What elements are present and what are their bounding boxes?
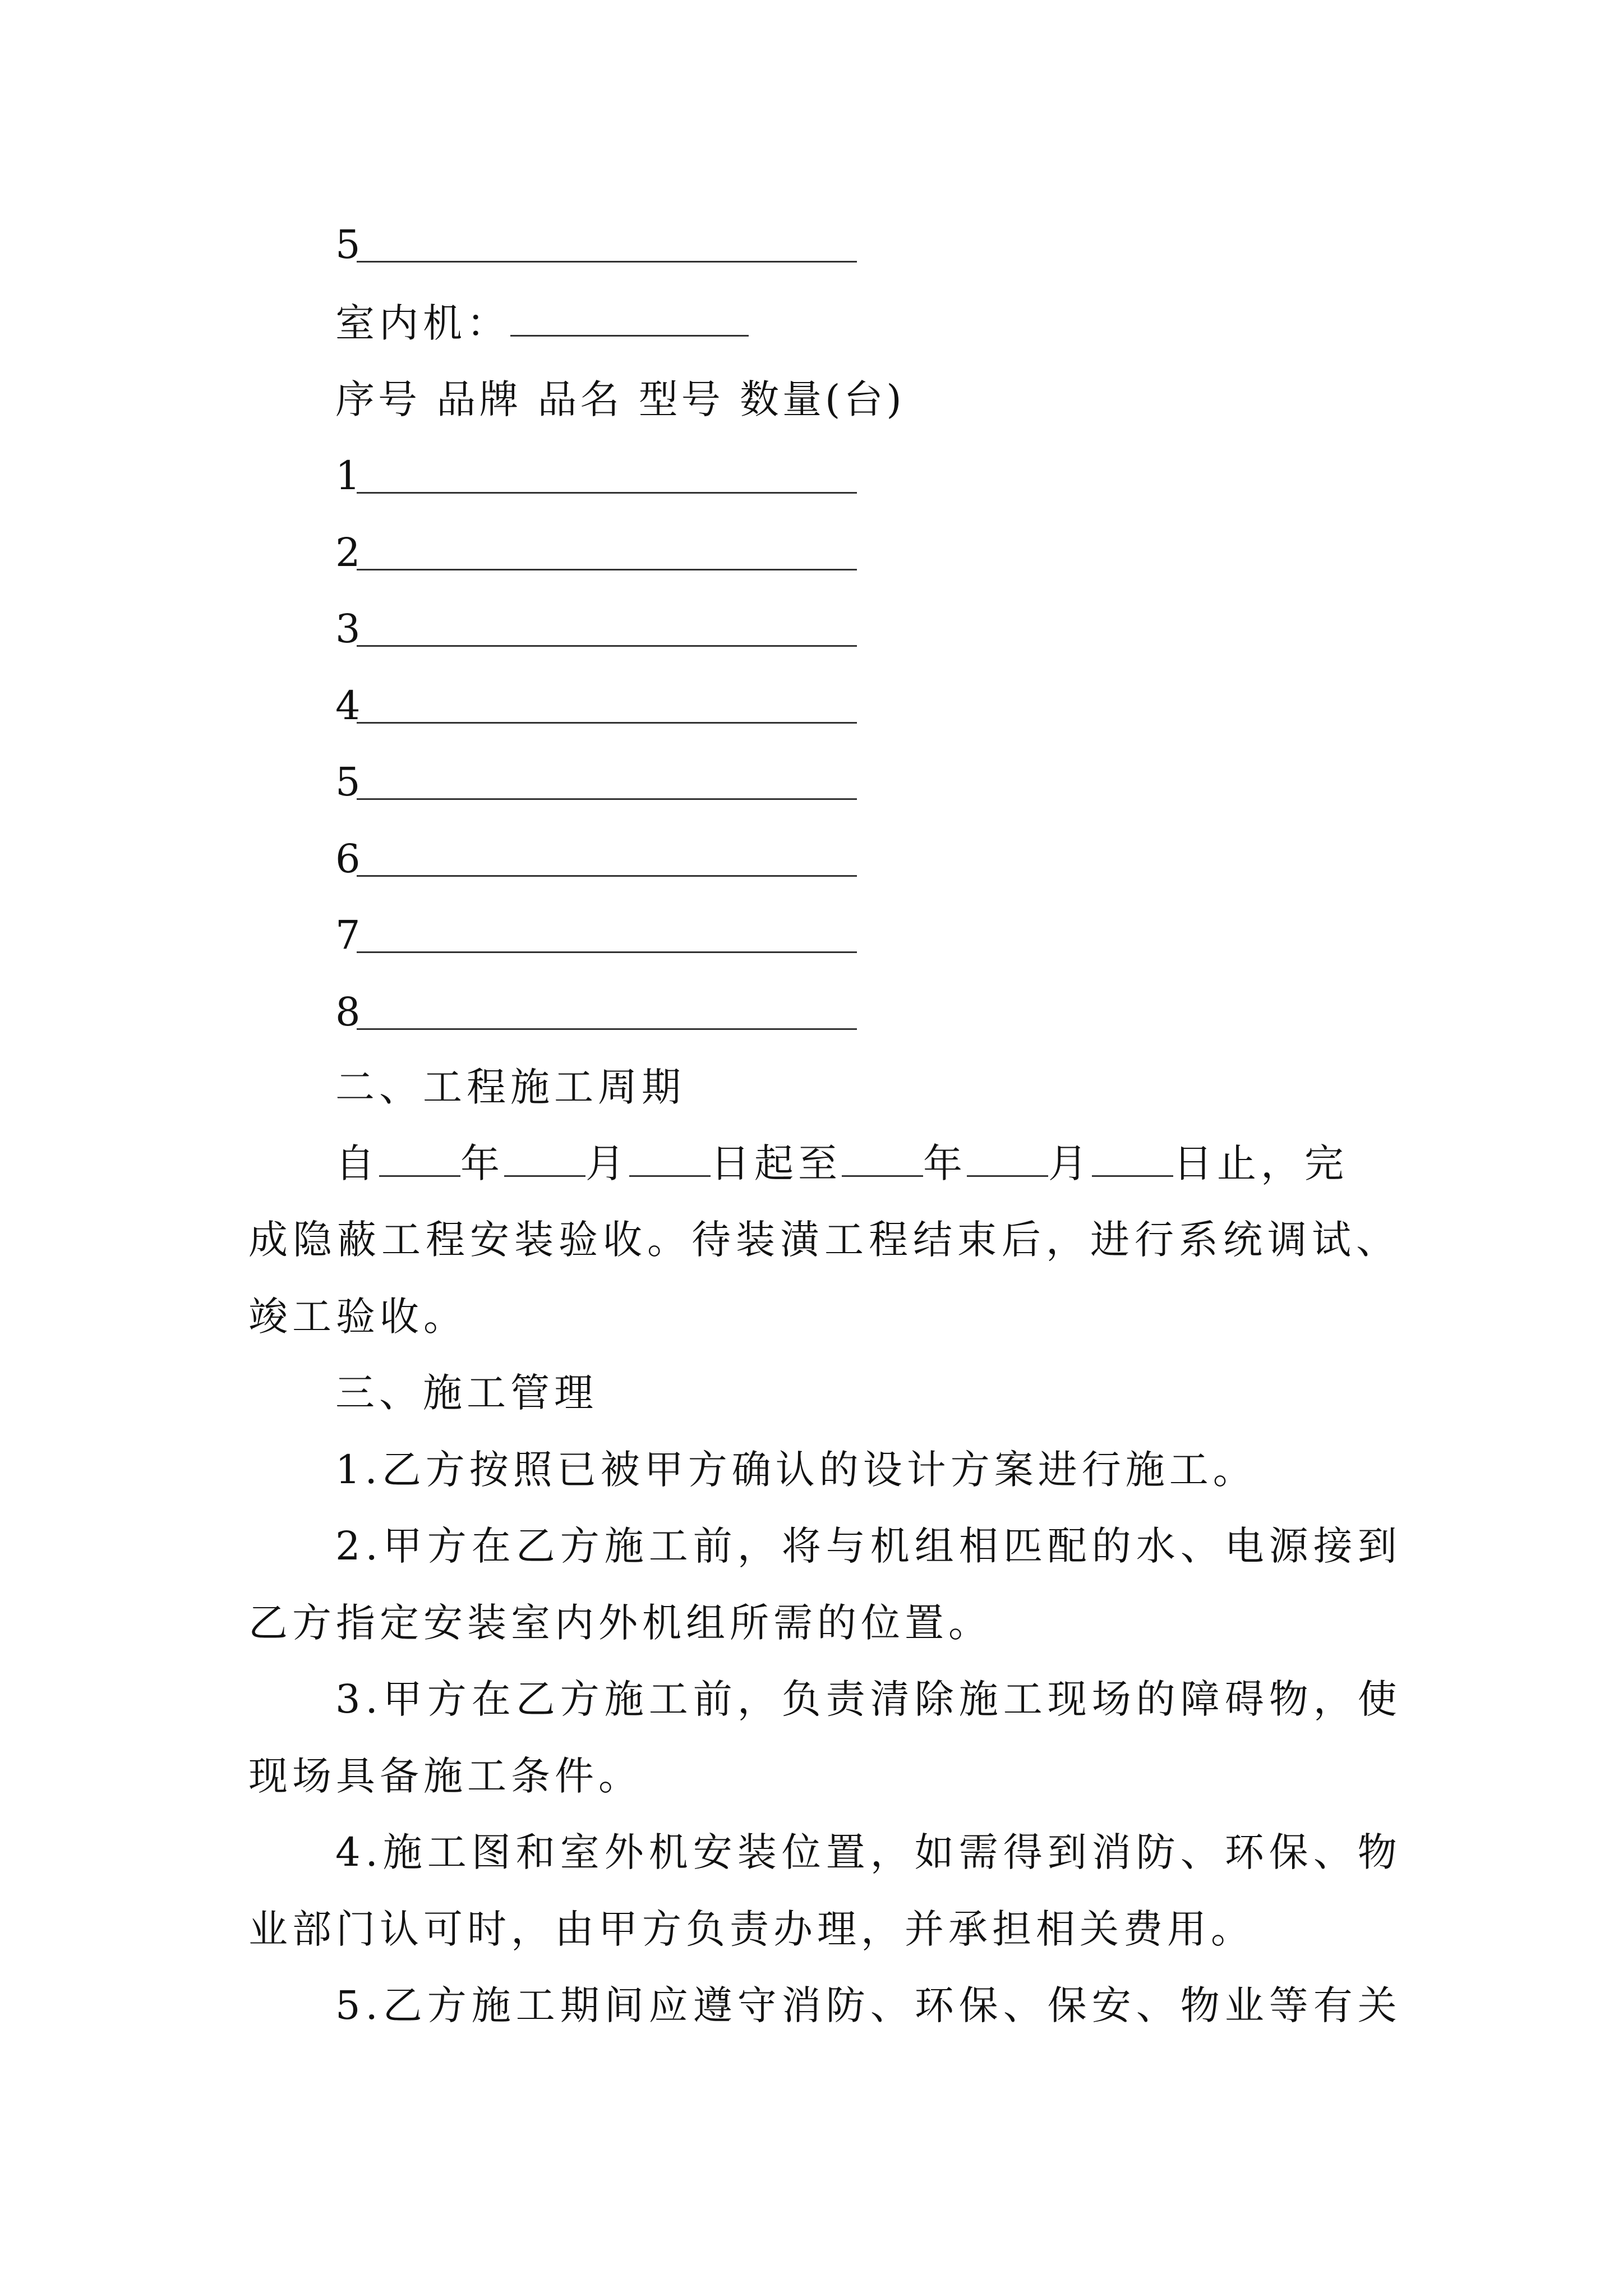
- management-item-3-line-2: 现场具备施工条件。: [248, 1753, 642, 1799]
- start-month-blank: [504, 1140, 585, 1177]
- row-number: 5: [335, 759, 361, 805]
- fill-in-line: [357, 798, 857, 800]
- section-2-heading: 二、工程施工周期: [335, 1064, 685, 1110]
- row-number: 8: [335, 989, 361, 1035]
- indoor-row-6: [335, 831, 863, 887]
- row-number: 5: [335, 222, 361, 268]
- row-number: 3: [335, 606, 361, 652]
- management-item-4-line-1: 4.施工图和室外机安装位置，如需得到消防、环保、物: [335, 1829, 1402, 1875]
- end-year-blank: [842, 1140, 923, 1177]
- fill-in-line: [357, 875, 857, 877]
- fill-in-line: [357, 951, 857, 953]
- indoor-unit-blank: [510, 300, 749, 337]
- fill-in-line: [357, 722, 857, 724]
- indoor-row-4: [335, 678, 863, 734]
- fill-in-line: [357, 645, 857, 647]
- indoor-table-header: 序号 品牌 品名 型号 数量(台): [335, 376, 905, 422]
- indoor-row-7: [335, 907, 863, 963]
- paragraph-line: 竣工验收。: [248, 1294, 467, 1340]
- indoor-row-2: [335, 524, 863, 581]
- outdoor-row-5: [335, 217, 863, 273]
- indoor-row-1: [335, 448, 863, 504]
- fill-in-line: [357, 569, 857, 570]
- start-day-blank: [629, 1140, 711, 1177]
- row-number: 4: [335, 683, 361, 729]
- paragraph-line: 成隐蔽工程安装验收。待装潢工程结束后，进行系统调试、: [248, 1217, 1400, 1263]
- indoor-row-3: [335, 601, 863, 657]
- management-item-4-line-2: 业部门认可时，由甲方负责办理，并承担相关费用。: [248, 1906, 1255, 1952]
- row-number: 2: [335, 530, 361, 576]
- indoor-row-5: [335, 754, 863, 810]
- management-item-3-line-1: 3.甲方在乙方施工前，负责清除施工现场的障碍物，使: [335, 1676, 1402, 1722]
- start-year-blank: [379, 1140, 460, 1177]
- row-number: 6: [335, 836, 361, 882]
- row-number: 1: [335, 453, 361, 499]
- management-item-1: 1.乙方按照已被甲方确认的设计方案进行施工。: [335, 1447, 1257, 1493]
- section-3-heading: 三、施工管理: [335, 1370, 598, 1416]
- management-item-2-line-1: 2.甲方在乙方施工前，将与机组相匹配的水、电源接到: [335, 1523, 1402, 1569]
- management-item-2-line-2: 乙方指定安装室内外机组所需的位置。: [248, 1600, 992, 1646]
- fill-in-line: [357, 261, 857, 263]
- indoor-unit-label: 室内机：: [335, 295, 749, 351]
- end-day-blank: [1092, 1140, 1173, 1177]
- fill-in-line: [357, 492, 857, 494]
- management-item-5-line-1: 5.乙方施工期间应遵守消防、环保、保安、物业等有关: [335, 1982, 1402, 2028]
- fill-in-line: [357, 1028, 857, 1030]
- end-month-blank: [967, 1140, 1048, 1177]
- row-number: 7: [335, 912, 361, 958]
- construction-period-line: 自 年 月 日起至 年 月 日止，完: [335, 1140, 1348, 1186]
- indoor-row-8: [335, 984, 863, 1040]
